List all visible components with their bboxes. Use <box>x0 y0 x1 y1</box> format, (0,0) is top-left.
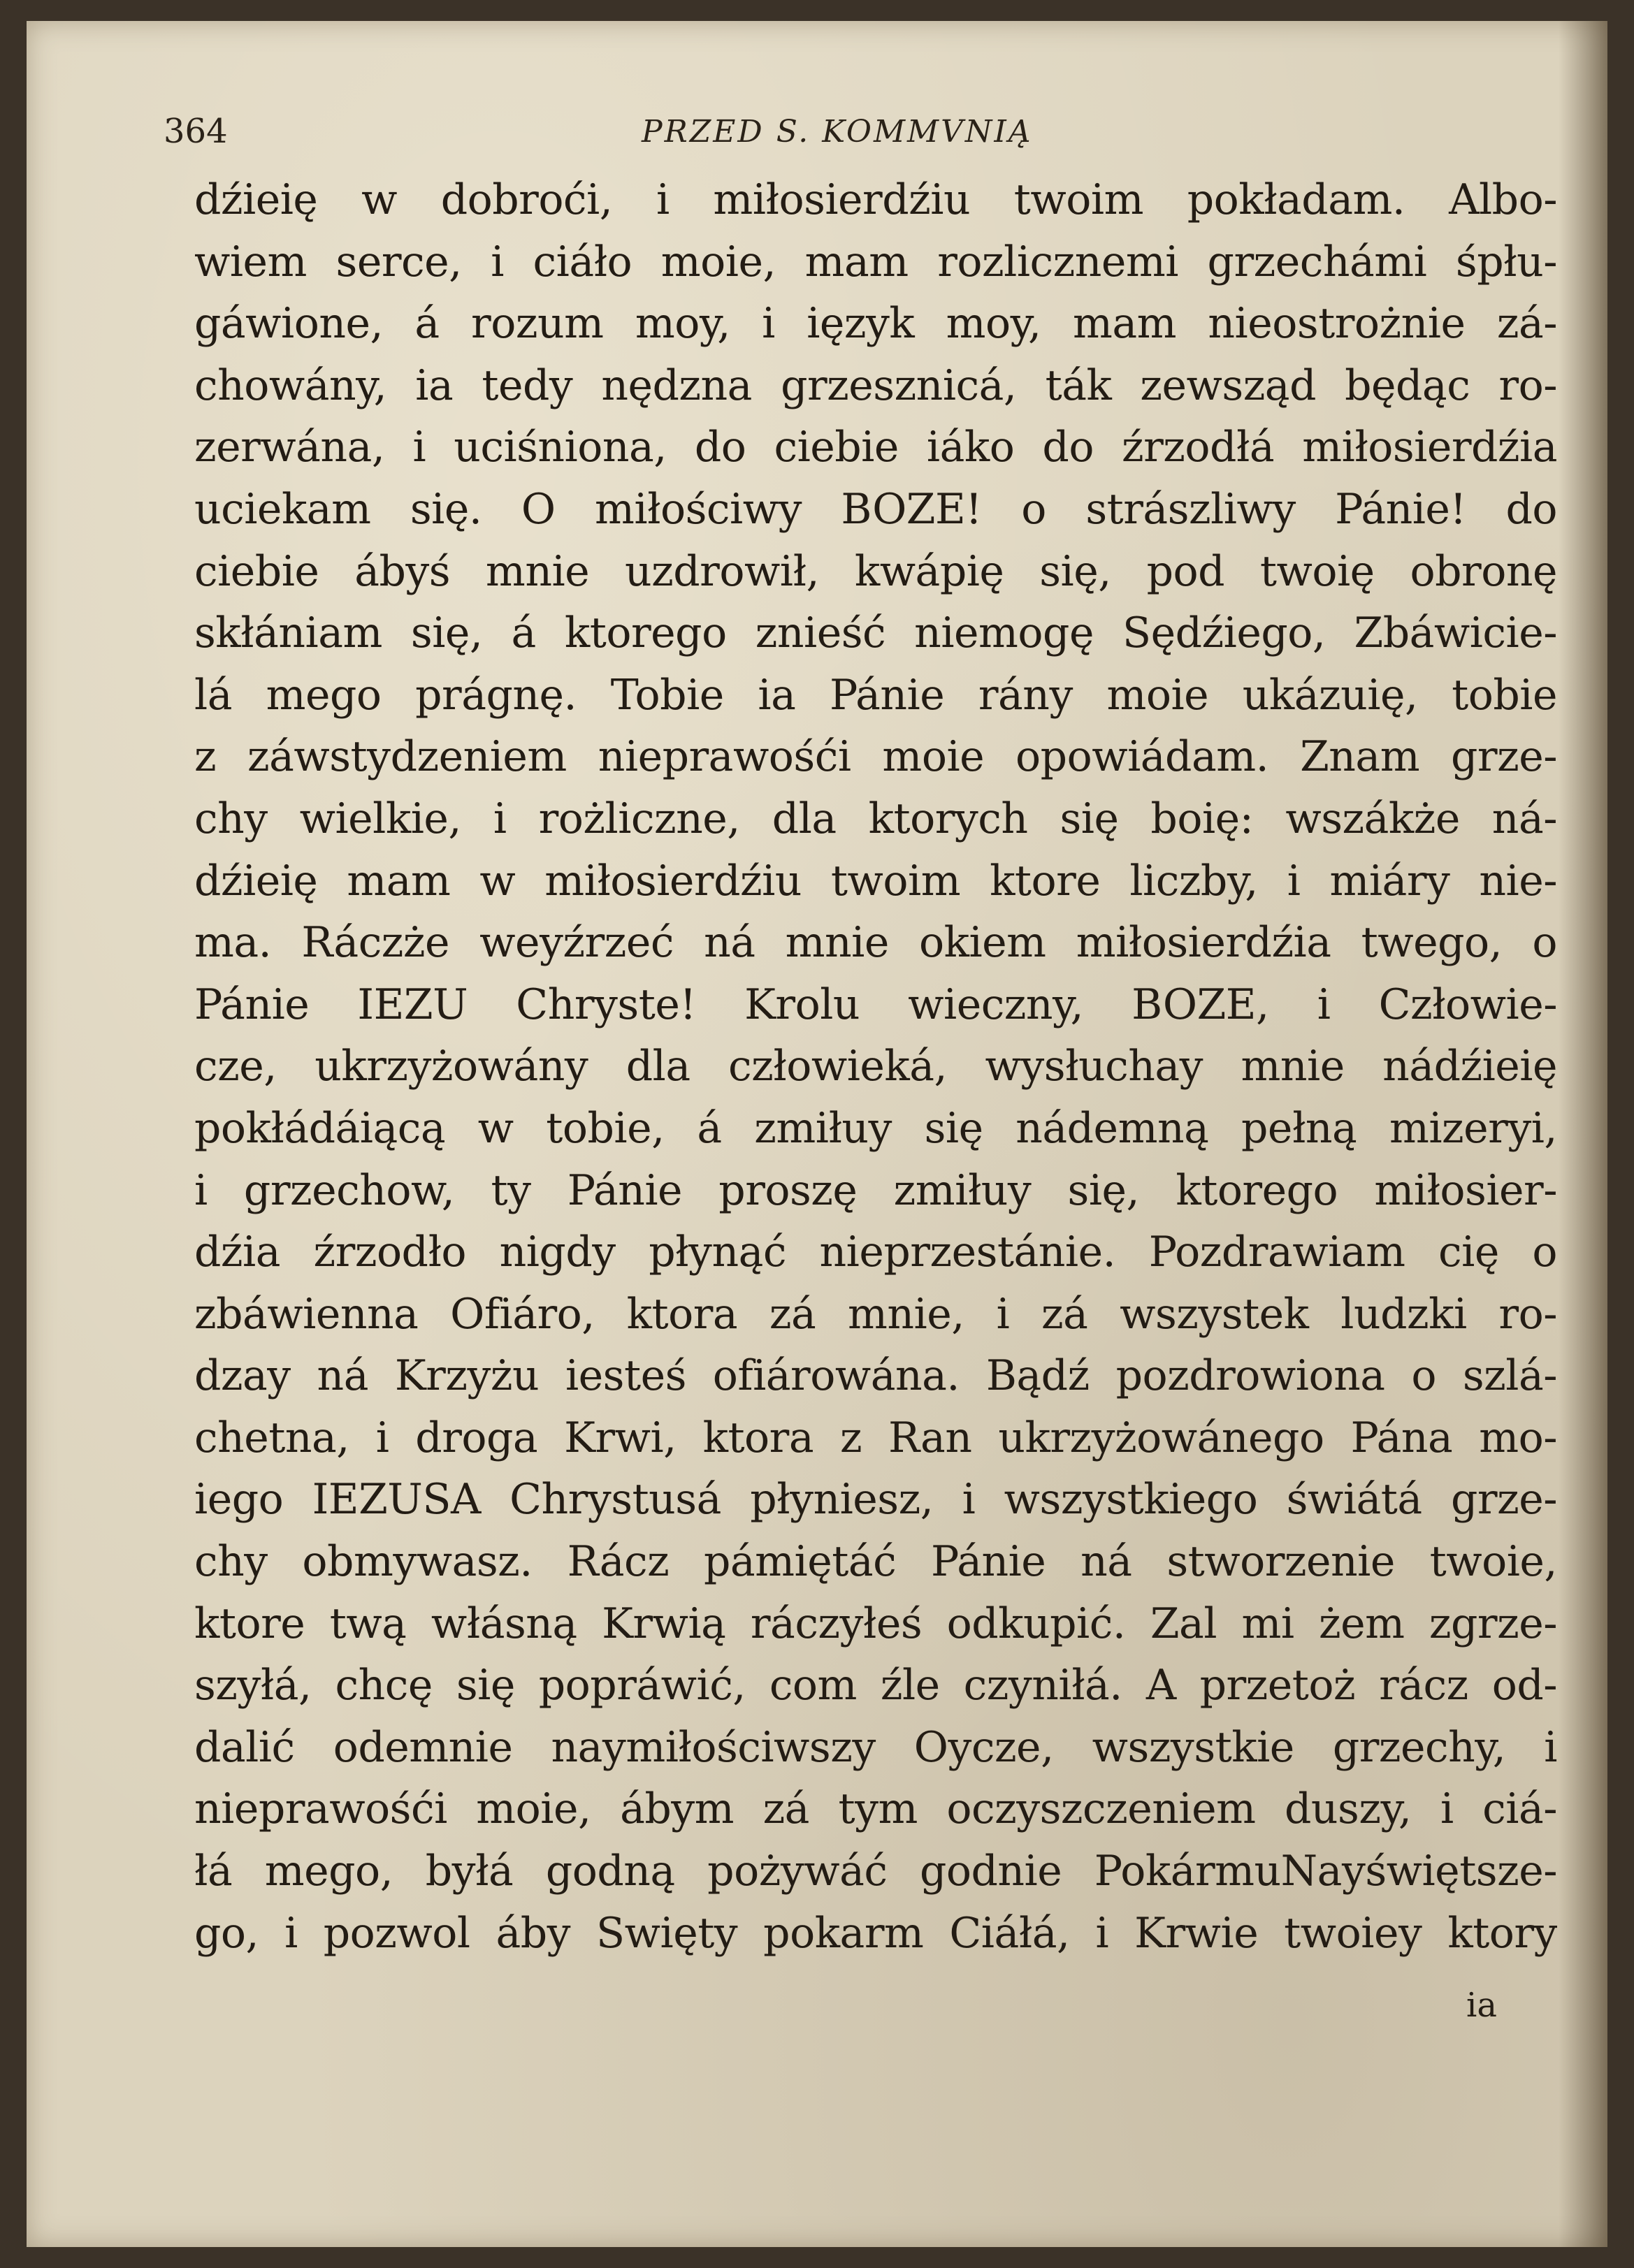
text-line: łá mego, byłá godną pożywáć godnie PokármuNayświętsze- <box>194 1847 1557 1896</box>
text-line: uciekam się. O miłościwy BOZE! o strászliwy Pánie! do <box>194 484 1557 534</box>
text-line: dzay ná Krzyżu iesteś ofiárowána. Bądź pozdrowiona o szlá- <box>194 1351 1557 1401</box>
text-line: z záwstydzeniem nieprawośći moie opowiádam. Znam grze- <box>194 732 1557 782</box>
text-line: nieprawośći moie, ábym zá tym oczyszczeniem duszy, i ciá- <box>194 1784 1557 1834</box>
text-line: chetna, i droga Krwi, ktora z Ran ukrzyżowánego Pánа mo- <box>194 1413 1557 1462</box>
page-binding-shadow <box>1559 21 1607 2247</box>
text-line: gáwione, á rozum moy, i ięzyk moy, mam nieostrożnie zá- <box>194 299 1557 349</box>
catchword: ia <box>1466 1986 1497 2025</box>
text-line: chowány, ia tedy nędzna grzesznicá, ták zewsząd będąc ro- <box>194 361 1557 410</box>
text-line: wiem serce, i ciáło moie, mam rozlicznemi grzechámi śpłu- <box>194 237 1557 286</box>
body-text <box>194 169 1557 1964</box>
book-page <box>27 21 1607 2247</box>
text-line: iego IEZUSA Chrystusá płyniesz, i wszystkiego świátá grze- <box>194 1475 1557 1525</box>
text-line: dźieię w dobroći, i miłosierdźiu twoim pokładam. Albo- <box>194 175 1557 224</box>
text-line: dźieię mam w miłosierdźiu twoim ktore liczby, i miáry nie- <box>194 856 1557 906</box>
text-line: go, i pozwol áby Swięty pokarm Ciáłá, i Krwie twoiey ktory <box>194 1908 1557 1958</box>
text-line: dźia źrzodło nigdy płynąć nieprzestánie. Pozdrawiam cię o <box>194 1228 1557 1277</box>
text-line: ciebie ábyś mnie uzdrowił, kwápię się, pod twoię obronę <box>194 546 1557 596</box>
text-line: zbáwienna Ofiáro, ktora zá mnie, i zá wszystek ludzki ro- <box>194 1289 1557 1339</box>
text-line: lá mego prágnę. Tobie ia Pánie rány moie ukázuię, tobie <box>194 670 1557 720</box>
text-line: zerwána, i uciśniona, do ciebie iáko do źrzodłá miłosierdźia <box>194 423 1557 472</box>
text-line: cze, ukrzyżowány dla człowieká, wysłuchay mnie nádźieię <box>194 1042 1557 1091</box>
text-line: dalić odemnie naymiłościwszy Oycze, wszystkie grzechy, i <box>194 1722 1557 1772</box>
text-line: skłániam się, á ktorego znieść niemogę Sędźiego, Zbáwicie- <box>194 609 1557 658</box>
running-head: PRZED S. KOMMVNIĄ <box>642 114 1033 150</box>
text-line: ma. Ráczże weyźrzeć ná mnie okiem miłosierdźia twego, o <box>194 918 1557 968</box>
page-number: 364 <box>164 112 228 151</box>
text-line: i grzechow, ty Pánie proszę zmiłuy się, ktorego miłosier- <box>194 1165 1557 1215</box>
text-line: chy obmywasz. Rácz pámiętáć Pánie ná stworzenie twoie, <box>194 1537 1557 1587</box>
text-line: ktore twą włásną Krwią ráczyłeś odkupić. Zal mi żem zgrze- <box>194 1599 1557 1648</box>
text-line: pokłádáiącą w tobie, á zmiłuy się nádemną pełną mizeryi, <box>194 1103 1557 1153</box>
text-line: Pánie IEZU Chryste! Krolu wieczny, BOZE, i Człowie- <box>194 980 1557 1029</box>
text-line: chy wielkie, i rożliczne, dla ktorych się boię: wszákże ná- <box>194 794 1557 843</box>
text-line: szyłá, chcę się popráwić, com źle czyniłá. A przetoż rácz od- <box>194 1661 1557 1710</box>
